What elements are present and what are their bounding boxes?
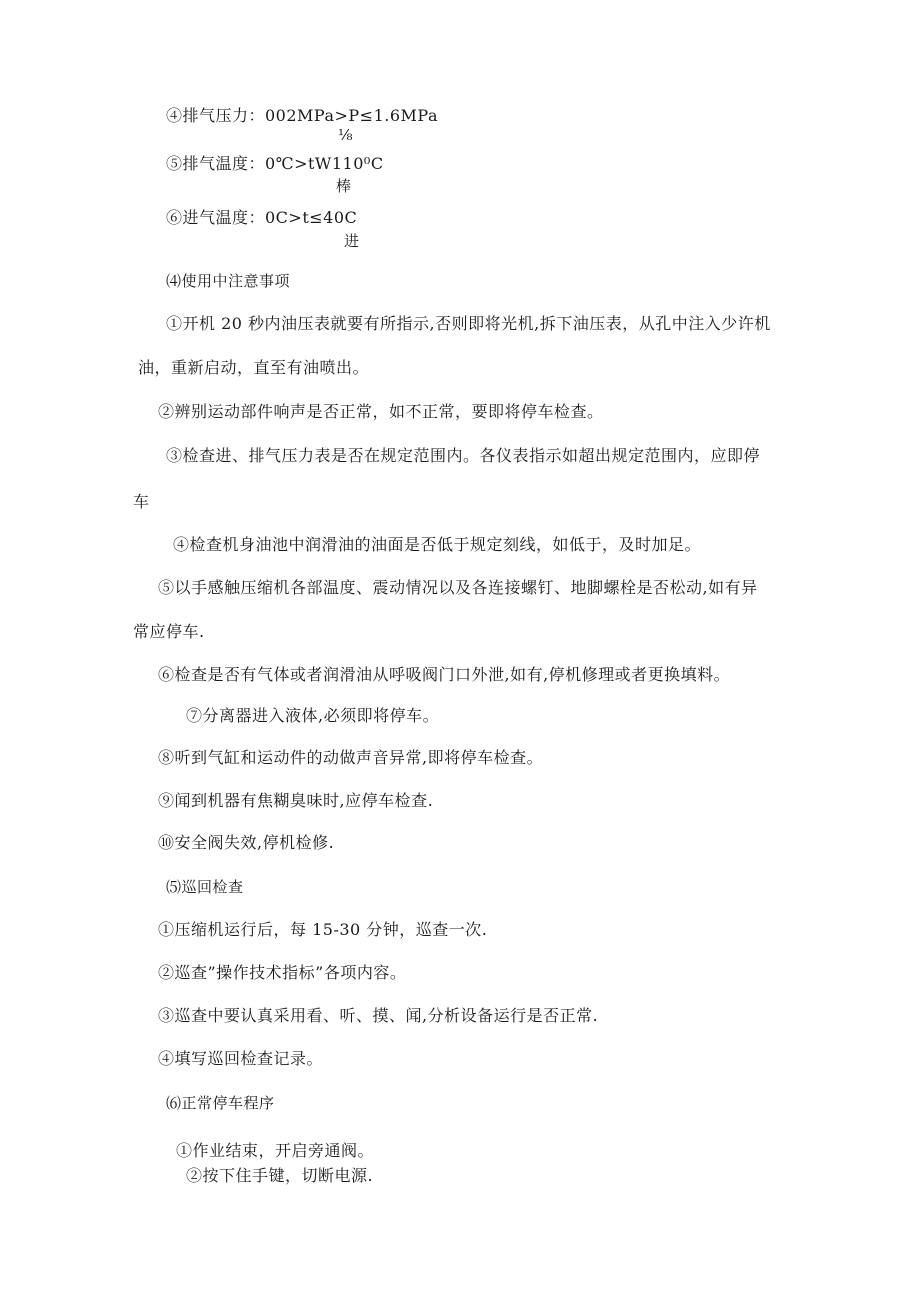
param-exhaust-temperature: ⑤排气温度：0℃>tW110⁰C (166, 154, 384, 173)
paragraph-line: ⑤以手感触压缩机各部温度、震动情况以及各连接螺钉、地脚螺栓是否松动,如有异 (158, 578, 758, 597)
paragraph-line: ⑥检查是否有气体或者润滑油从呼吸阀门口外泄,如有,停机修理或者更换填料。 (158, 665, 731, 684)
paragraph-line: 车 (133, 492, 150, 511)
section-heading: ⑷使用中注意事项 (166, 272, 291, 290)
paragraph-line: ⑨闻到机器有焦糊臭味时,应停车检查. (158, 791, 434, 810)
paragraph-line: ⑦分离器进入液体,必须即将停车。 (186, 706, 440, 725)
paragraph-line: ⑧听到气缸和运动件的动做声音异常,即将停车检查。 (158, 748, 544, 767)
param-exhaust-pressure: ④排气压力：002MPa>P≤1.6MPa (166, 106, 439, 125)
paragraph-line: ①开机 20 秒内油压表就要有所指示,否则即将光机,拆下油压表，从孔中注入少许机 (166, 314, 771, 333)
paragraph-line: ④检查机身油池中润滑油的油面是否低于规定刻线，如低于，及时加足。 (173, 535, 702, 554)
paragraph-line: ③检查进、排气压力表是否在规定范围内。各仪表指示如超出规定范围内，应即停 (166, 446, 761, 465)
stray-mark: 进 (344, 232, 360, 250)
paragraph-line: 油，重新启动，直至有油喷出。 (138, 358, 370, 377)
param-intake-temperature: ⑥进气温度：0C>t≤40C (166, 208, 358, 227)
paragraph-line: ④填写巡回检查记录。 (158, 1049, 324, 1068)
paragraph-line: ⑩安全阀失效,停机检修. (158, 833, 335, 852)
paragraph-line: ②巡查”操作技术指标”各项内容。 (158, 963, 407, 982)
section-heading: ⑹正常停车程序 (166, 1094, 275, 1112)
stray-mark: 棒 (336, 177, 352, 195)
stray-mark: ⅛ (338, 126, 353, 144)
section-heading: ⑸巡回检查 (166, 878, 244, 896)
paragraph-line: ②按下住手键，切断电源. (186, 1166, 374, 1185)
paragraph-line: ①作业结束，开启旁通阀。 (176, 1141, 375, 1160)
paragraph-line: ②辨别运动部件响声是否正常，如不正常，要即将停车检查。 (158, 402, 604, 421)
paragraph-line: ③巡查中要认真采用看、听、摸、闻,分析设备运行是否正常. (158, 1006, 599, 1025)
paragraph-line: ①压缩机运行后，每 15-30 分钟，巡查一次. (158, 920, 488, 939)
paragraph-line: 常应停车. (133, 622, 205, 641)
